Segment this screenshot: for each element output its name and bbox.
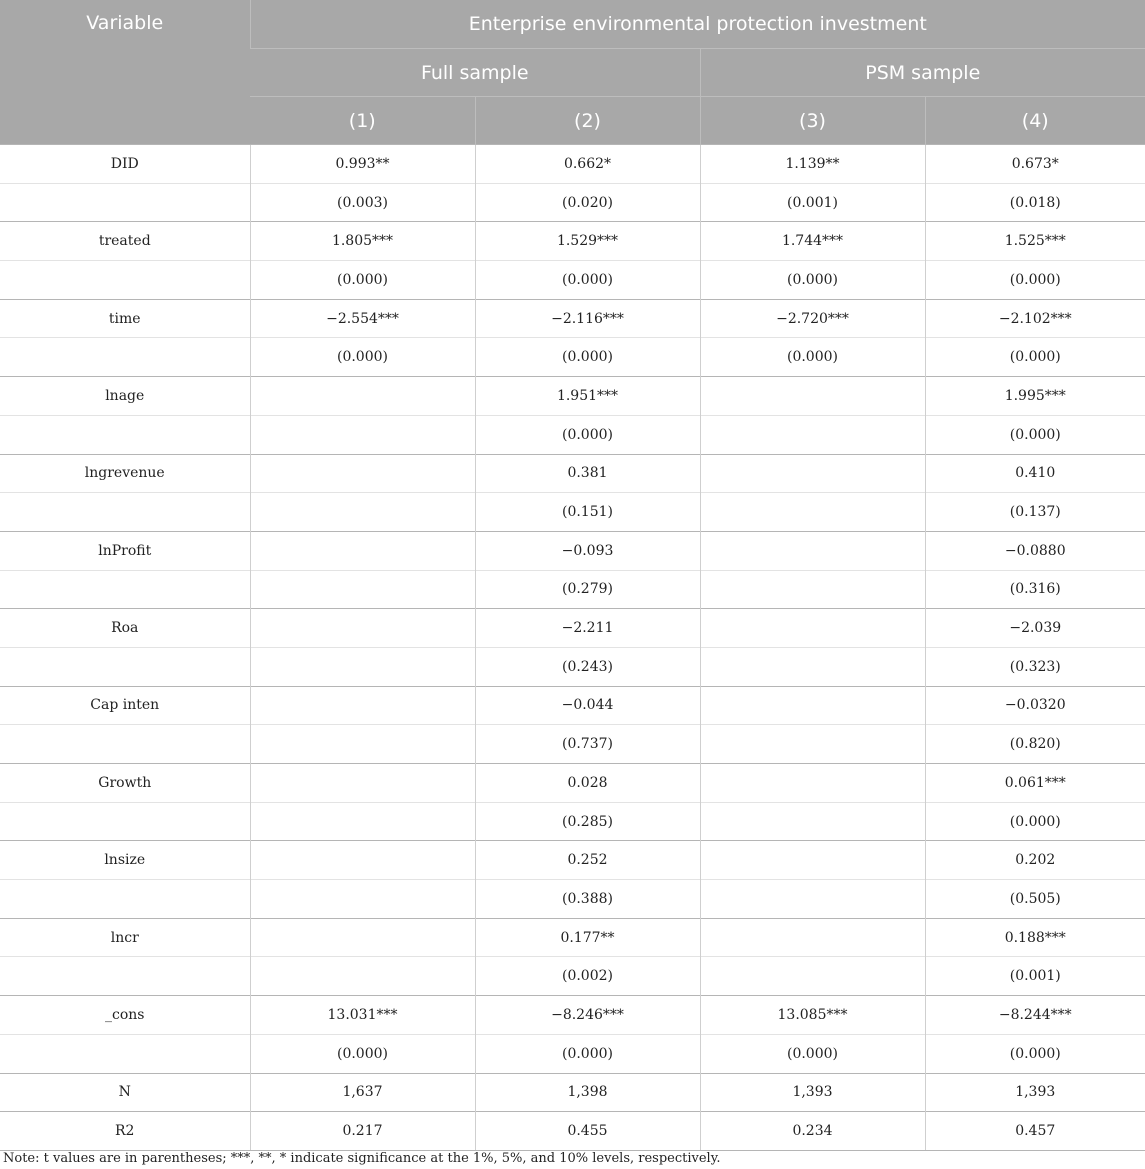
cell-col-1	[250, 493, 475, 532]
cell-col-2: −0.044	[475, 686, 700, 725]
column-header-3: (3)	[700, 97, 925, 145]
pvalue-row	[0, 880, 1145, 919]
cell-col-3	[700, 802, 925, 841]
cell-col-4: (0.000)	[925, 261, 1145, 300]
cell-col-1	[250, 531, 475, 570]
cell-col-3: (0.000)	[700, 338, 925, 377]
cell-col-2: (0.285)	[475, 802, 700, 841]
cell-col-1	[250, 609, 475, 648]
cell-col-2: (0.243)	[475, 647, 700, 686]
cell-col-3	[700, 415, 925, 454]
pvalue-row	[0, 647, 1145, 686]
cell-col-1	[250, 377, 475, 416]
pvalue-row	[0, 493, 1145, 532]
variable-label: Roa	[0, 609, 250, 648]
cell-col-4: (0.000)	[925, 1034, 1145, 1073]
cell-col-4: −0.0880	[925, 531, 1145, 570]
cell-col-4: (0.820)	[925, 725, 1145, 764]
cell-col-1: 13.031***	[250, 996, 475, 1035]
cell-col-1	[250, 415, 475, 454]
cell-col-3	[700, 686, 925, 725]
cell-col-1	[250, 570, 475, 609]
variable-label	[0, 957, 250, 996]
variable-label: Cap inten	[0, 686, 250, 725]
variable-label	[0, 570, 250, 609]
cell-col-4: 0.673*	[925, 145, 1145, 184]
variable-label	[0, 725, 250, 764]
cell-col-4: (0.137)	[925, 493, 1145, 532]
cell-col-4: 0.457	[925, 1112, 1145, 1151]
coefficient-row	[0, 841, 1145, 880]
cell-col-2: (0.000)	[475, 1034, 700, 1073]
variable-label	[0, 802, 250, 841]
cell-col-2: −2.211	[475, 609, 700, 648]
cell-col-3: 13.085***	[700, 996, 925, 1035]
cell-col-1	[250, 686, 475, 725]
cell-col-4: (0.323)	[925, 647, 1145, 686]
cell-col-2: (0.020)	[475, 183, 700, 222]
full-sample-header: Full sample	[250, 49, 700, 97]
cell-col-4: (0.000)	[925, 415, 1145, 454]
cell-col-2: 1.951***	[475, 377, 700, 416]
cell-col-2: 0.028	[475, 764, 700, 803]
pvalue-row	[0, 338, 1145, 377]
cell-col-1: 0.217	[250, 1112, 475, 1151]
variable-label: _cons	[0, 996, 250, 1035]
cell-col-4: (0.001)	[925, 957, 1145, 996]
cell-col-1	[250, 454, 475, 493]
coefficient-row	[0, 377, 1145, 416]
variable-label	[0, 261, 250, 300]
variable-label: lngrevenue	[0, 454, 250, 493]
cell-col-2: 0.455	[475, 1112, 700, 1151]
cell-col-1: (0.003)	[250, 183, 475, 222]
variable-label	[0, 647, 250, 686]
variable-label: Growth	[0, 764, 250, 803]
variable-label: lnsize	[0, 841, 250, 880]
cell-col-4: (0.505)	[925, 880, 1145, 919]
coefficient-row	[0, 686, 1145, 725]
table-header	[0, 0, 1145, 145]
cell-col-4: (0.000)	[925, 338, 1145, 377]
table-note: Note: t values are in parentheses; ***, **, * indicate significance at the 1%, 5%, and 10% levels, respectively.	[3, 1151, 721, 1166]
coefficient-row	[0, 609, 1145, 648]
cell-col-3	[700, 880, 925, 919]
pvalue-row	[0, 725, 1145, 764]
variable-label	[0, 880, 250, 919]
variable-label	[0, 338, 250, 377]
cell-col-4: −2.039	[925, 609, 1145, 648]
variable-label	[0, 415, 250, 454]
cell-col-1: −2.554***	[250, 299, 475, 338]
coefficient-row	[0, 222, 1145, 261]
variable-label: lnage	[0, 377, 250, 416]
variable-label	[0, 183, 250, 222]
pvalue-row	[0, 261, 1145, 300]
cell-col-2: 0.177**	[475, 918, 700, 957]
pvalue-row	[0, 415, 1145, 454]
cell-col-3	[700, 957, 925, 996]
cell-col-3: (0.001)	[700, 183, 925, 222]
cell-col-2: −2.116***	[475, 299, 700, 338]
coefficient-row	[0, 531, 1145, 570]
cell-col-1: 1.805***	[250, 222, 475, 261]
variable-label: time	[0, 299, 250, 338]
variable-label: treated	[0, 222, 250, 261]
cell-col-4: −0.0320	[925, 686, 1145, 725]
cell-col-3	[700, 918, 925, 957]
cell-col-3	[700, 609, 925, 648]
cell-col-2: (0.388)	[475, 880, 700, 919]
cell-col-2: −8.246***	[475, 996, 700, 1035]
cell-col-3	[700, 570, 925, 609]
stat-row	[0, 1112, 1145, 1151]
cell-col-3	[700, 647, 925, 686]
variable-label	[0, 1034, 250, 1073]
cell-col-2: 0.662*	[475, 145, 700, 184]
cell-col-4: 1.995***	[925, 377, 1145, 416]
cell-col-3	[700, 493, 925, 532]
variable-label: DID	[0, 145, 250, 184]
cell-col-2: (0.002)	[475, 957, 700, 996]
cell-col-2: 1,398	[475, 1073, 700, 1112]
cell-col-1	[250, 764, 475, 803]
stat-row	[0, 1073, 1145, 1112]
cell-col-3	[700, 764, 925, 803]
cell-col-3: (0.000)	[700, 1034, 925, 1073]
cell-col-2: (0.279)	[475, 570, 700, 609]
cell-col-2: (0.000)	[475, 261, 700, 300]
coefficient-row	[0, 918, 1145, 957]
pvalue-row	[0, 1034, 1145, 1073]
cell-col-1	[250, 880, 475, 919]
coefficient-row	[0, 454, 1145, 493]
pvalue-row	[0, 802, 1145, 841]
cell-col-3: 1,393	[700, 1073, 925, 1112]
group-header: Enterprise environmental protection investment	[250, 0, 1145, 49]
cell-col-2: 1.529***	[475, 222, 700, 261]
cell-col-1: (0.000)	[250, 338, 475, 377]
variable-label: lncr	[0, 918, 250, 957]
cell-col-2: (0.151)	[475, 493, 700, 532]
pvalue-row	[0, 570, 1145, 609]
variable-header: Variable	[0, 0, 250, 145]
cell-col-2: 0.381	[475, 454, 700, 493]
table-body	[0, 145, 1145, 1151]
cell-col-3	[700, 454, 925, 493]
cell-col-4: (0.316)	[925, 570, 1145, 609]
cell-col-1: (0.000)	[250, 261, 475, 300]
variable-label: lnProfit	[0, 531, 250, 570]
cell-col-4: 1.525***	[925, 222, 1145, 261]
cell-col-4: (0.018)	[925, 183, 1145, 222]
cell-col-2: −0.093	[475, 531, 700, 570]
cell-col-1: 1,637	[250, 1073, 475, 1112]
cell-col-1: (0.000)	[250, 1034, 475, 1073]
cell-col-4: 0.061***	[925, 764, 1145, 803]
cell-col-3	[700, 725, 925, 764]
cell-col-1	[250, 802, 475, 841]
cell-col-3	[700, 841, 925, 880]
cell-col-4: 0.410	[925, 454, 1145, 493]
cell-col-3: −2.720***	[700, 299, 925, 338]
cell-col-4: 0.188***	[925, 918, 1145, 957]
cell-col-2: (0.000)	[475, 415, 700, 454]
cell-col-3	[700, 531, 925, 570]
column-header-4: (4)	[925, 97, 1145, 145]
cell-col-1: 0.993**	[250, 145, 475, 184]
cell-col-3: 0.234	[700, 1112, 925, 1151]
cell-col-4: 1,393	[925, 1073, 1145, 1112]
coefficient-row	[0, 996, 1145, 1035]
cell-col-3: 1.744***	[700, 222, 925, 261]
cell-col-1	[250, 647, 475, 686]
cell-col-3: 1.139**	[700, 145, 925, 184]
coefficient-row	[0, 145, 1145, 184]
cell-col-2: 0.252	[475, 841, 700, 880]
cell-col-4: (0.000)	[925, 802, 1145, 841]
pvalue-row	[0, 183, 1145, 222]
cell-col-1	[250, 725, 475, 764]
cell-col-4: −2.102***	[925, 299, 1145, 338]
column-header-2: (2)	[475, 97, 700, 145]
pvalue-row	[0, 957, 1145, 996]
cell-col-3	[700, 377, 925, 416]
psm-sample-header: PSM sample	[700, 49, 1145, 97]
cell-col-2: (0.737)	[475, 725, 700, 764]
cell-col-4: −8.244***	[925, 996, 1145, 1035]
coefficient-row	[0, 299, 1145, 338]
cell-col-1	[250, 841, 475, 880]
variable-label: R2	[0, 1112, 250, 1151]
cell-col-3: (0.000)	[700, 261, 925, 300]
cell-col-4: 0.202	[925, 841, 1145, 880]
cell-col-1	[250, 957, 475, 996]
cell-col-1	[250, 918, 475, 957]
column-header-1: (1)	[250, 97, 475, 145]
coefficient-row	[0, 764, 1145, 803]
cell-col-2: (0.000)	[475, 338, 700, 377]
variable-label: N	[0, 1073, 250, 1112]
variable-label	[0, 493, 250, 532]
